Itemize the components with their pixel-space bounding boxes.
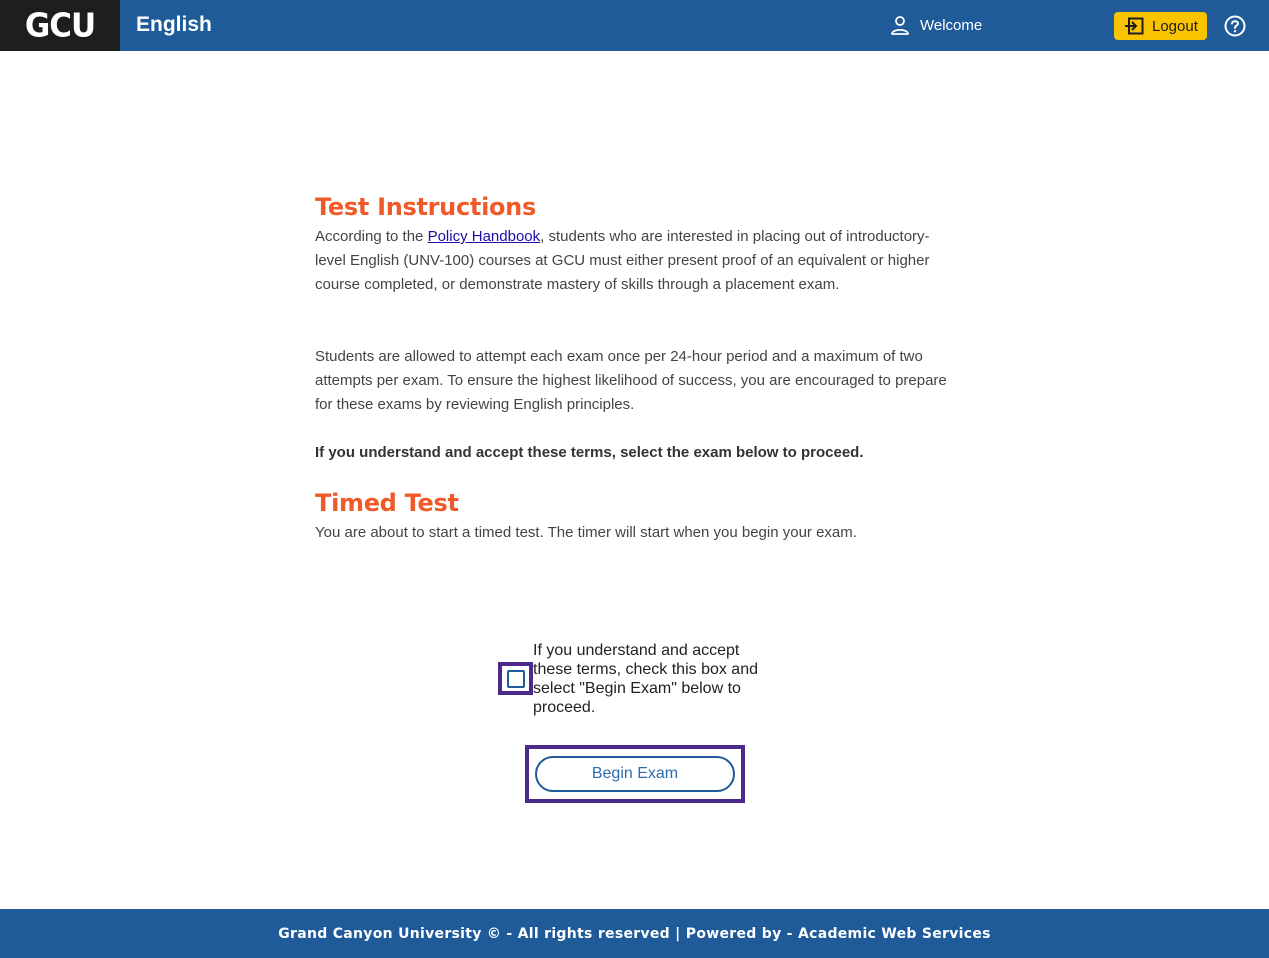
app-title: English: [136, 13, 212, 36]
policy-text-after: , students who are interested in placing out of introductory-level English (UNV-100) courses at GCU must either present proof of an equivalent or higher course completed, or demonstrate mastery of skills through a placement exam.: [315, 228, 930, 293]
timed-test-paragraph: You are about to start a timed test. The timer will start when you begin your exam.: [315, 524, 857, 541]
footer-text: Grand Canyon University © - All rights reserved | Powered by - Academic Web Services: [278, 925, 991, 942]
logout-button[interactable]: [1114, 12, 1207, 40]
attempts-paragraph: Students are allowed to attempt each exam once per 24-hour period and a maximum of two attempts per exam. To ensure the highest likelihood of success, you are encouraged to prepare for these exams by reviewing English principles.: [315, 348, 947, 413]
logout-icon: [1124, 17, 1144, 35]
begin-exam-highlight: [525, 745, 745, 803]
test-instructions-heading: Test Instructions: [315, 193, 536, 221]
top-header: [0, 0, 1269, 51]
accept-terms-paragraph: If you understand and accept these terms, select the exam below to proceed.: [315, 444, 864, 461]
timed-test-heading: Timed Test: [315, 489, 459, 517]
accept-terms-label: If you understand and accept these terms, check this box and select "Begin Exam" below to proceed.: [533, 642, 758, 716]
policy-handbook-link[interactable]: Policy Handbook: [427, 228, 541, 245]
logout-label: Logout: [1152, 17, 1198, 35]
accept-terms-checkbox[interactable]: [507, 670, 525, 688]
page-footer: [0, 909, 1269, 958]
begin-exam-button[interactable]: Begin Exam: [535, 756, 735, 792]
help-icon[interactable]: [1224, 15, 1246, 37]
user-icon: [890, 15, 910, 35]
gcu-logo[interactable]: [0, 0, 120, 51]
accept-checkbox-highlight: [498, 662, 533, 695]
welcome-menu[interactable]: [890, 15, 982, 35]
logo-text: GCU: [24, 6, 96, 45]
policy-text-before: According to the: [315, 228, 428, 245]
welcome-label: Welcome: [920, 16, 983, 34]
policy-paragraph: [315, 225, 955, 297]
